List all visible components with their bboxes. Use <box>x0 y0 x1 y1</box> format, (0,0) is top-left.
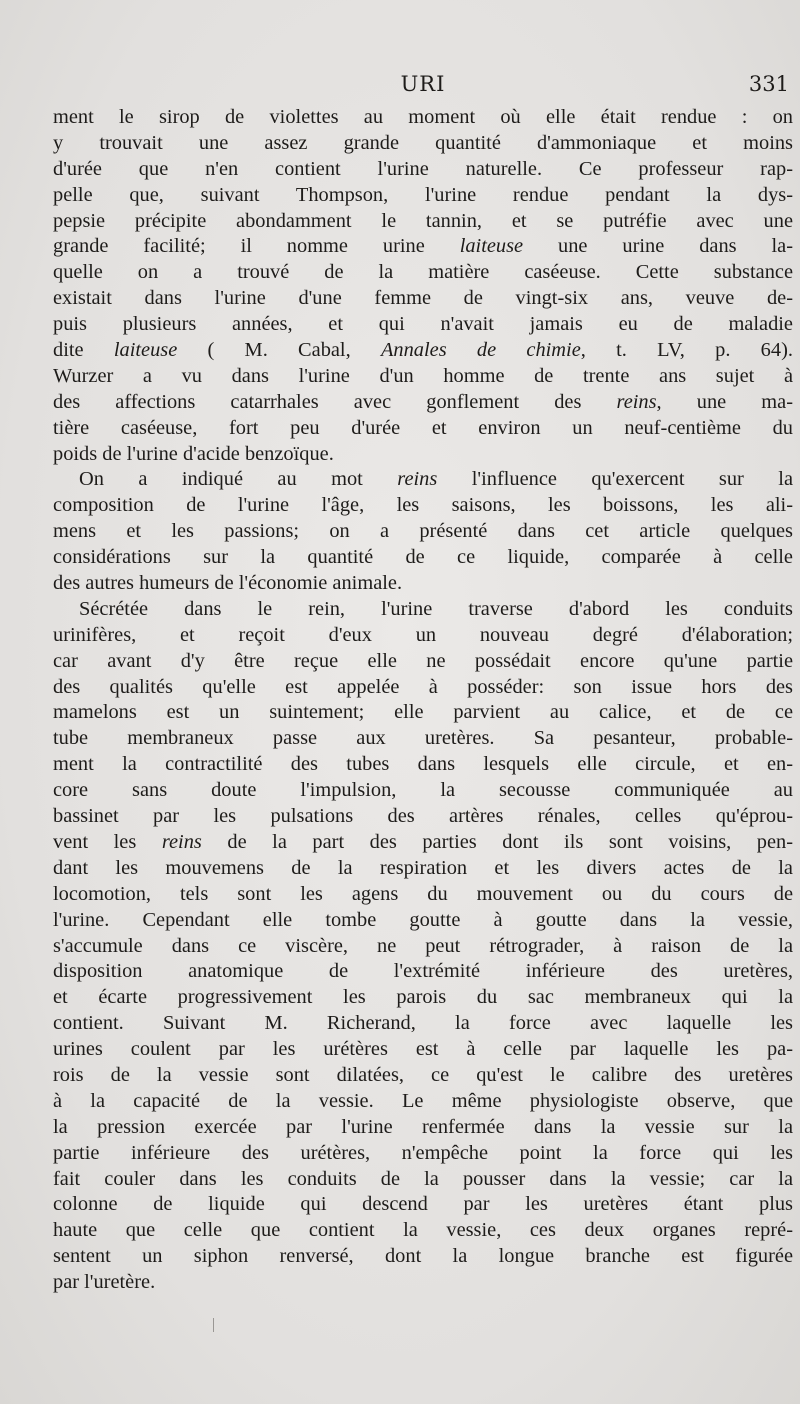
text-line: s'accumule dans ce viscère, ne peut rétrograder, à raison de la <box>53 934 793 957</box>
running-head-title: URI <box>400 72 446 96</box>
text-line: pelle que, suivant Thompson, l'urine rendue pendant la dys- <box>53 183 793 206</box>
page-number: 331 <box>748 72 789 96</box>
italic-phrase: Annales de chimie <box>380 339 581 362</box>
text-line: grande facilité; il nomme urine laiteuse une urine dans la- <box>53 235 793 258</box>
text-line: locomotion, tels sont les agens du mouvement ou du cours de <box>53 882 793 905</box>
text-line: l'urine. Cependant elle tombe goutte à goutte dans la vessie, <box>53 908 793 931</box>
text-line: ment le sirop de violettes au moment où elle était rendue : on <box>53 106 793 128</box>
text-line: tière caséeuse, fort peu d'urée et environ un neuf-centième du <box>53 416 793 439</box>
text-line: la pression exercée par l'urine renfermée dans la vessie sur la <box>53 1115 793 1138</box>
text-line: urinifères, et reçoit d'eux un nouveau degré d'élaboration; <box>53 623 793 646</box>
text-line: y trouvait une assez grande quantité d'ammoniaque et moins <box>53 131 793 154</box>
stray-ink-mark <box>213 1318 214 1332</box>
italic-phrase: reins <box>616 390 657 413</box>
text-line: des qualités qu'elle est appelée à posséder: son issue hors des <box>53 675 793 698</box>
italic-phrase: laiteuse <box>113 339 178 362</box>
text-line: rois de la vessie sont dilatées, ce qu'est le calibre des uretères <box>53 1063 793 1086</box>
italic-phrase: laiteuse <box>459 235 524 258</box>
text-line: sentent un siphon renversé, dont la longue branche est figurée <box>53 1245 793 1268</box>
text-line: colonne de liquide qui descend par les uretères étant plus <box>53 1193 793 1216</box>
text-line: mamelons est un suintement; elle parvient au calice, et de ce <box>53 701 793 724</box>
text-line: composition de l'urine l'âge, les saisons, les boissons, les ali- <box>53 494 793 517</box>
text-line: contient. Suivant M. Richerand, la force avec laquelle les <box>53 1012 793 1035</box>
text-line: car avant d'y être reçue elle ne possédait encore qu'une partie <box>53 649 793 672</box>
text-line: pepsie précipite abondamment le tannin, et se putréfie avec une <box>53 209 793 232</box>
body-text <box>53 105 793 1296</box>
text-line: urines coulent par les urétères est à celle par laquelle les pa- <box>53 1038 793 1061</box>
running-head <box>53 72 793 106</box>
text-line: des autres humeurs de l'économie animale. <box>53 572 403 595</box>
text-line: par l'uretère. <box>53 1271 156 1294</box>
text-line: d'urée que n'en contient l'urine naturelle. Ce professeur rap- <box>53 157 793 180</box>
text-line: disposition anatomique de l'extrémité inférieure des uretères, <box>53 960 793 983</box>
text-line: fait couler dans les conduits de la pousser dans la vessie; car la <box>53 1167 793 1190</box>
text-line: mens et les passions; on a présenté dans cet article quelques <box>53 520 793 543</box>
text-line: quelle on a trouvé de la matière caséeuse. Cette substance <box>53 261 793 284</box>
italic-phrase: reins <box>161 830 202 853</box>
text-line: tube membraneux passe aux uretères. Sa pesanteur, probable- <box>53 727 793 750</box>
text-line: bassinet par les pulsations des artères rénales, celles qu'éprou- <box>53 805 793 828</box>
text-line: vent les reins de la part des parties dont ils sont voisins, pen- <box>53 830 794 853</box>
text-line: et écarte progressivement les parois du sac membraneux qui la <box>53 986 793 1009</box>
text-line: ment la contractilité des tubes dans lesquels elle circule, et en- <box>53 753 793 776</box>
text-line: considérations sur la quantité de ce liquide, comparée à celle <box>53 546 793 569</box>
text-line: des affections catarrhales avec gonflement des reins, une ma- <box>53 390 793 413</box>
text-line: puis plusieurs années, et qui n'avait jamais eu de maladie <box>53 313 793 336</box>
text-line: dite laiteuse ( M. Cabal, Annales de chimie, t. LV, p. 64). <box>53 339 793 362</box>
text-line: existait dans l'urine d'une femme de vingt-six ans, veuve de- <box>53 287 793 310</box>
text-line: dant les mouvemens de la respiration et les divers actes de la <box>53 856 793 879</box>
italic-phrase: reins <box>397 468 438 491</box>
text-line: Wurzer a vu dans l'urine d'un homme de trente ans sujet à <box>53 364 793 387</box>
text-line: core sans doute l'impulsion, la secousse communiquée au <box>53 779 793 802</box>
text-line: On a indiqué au mot reins l'influence qu'exercent sur la <box>79 468 793 491</box>
text-line: poids de l'urine d'acide benzoïque. <box>53 442 334 465</box>
text-line: Sécrétée dans le rein, l'urine traverse d'abord les conduits <box>79 597 793 620</box>
text-line: partie inférieure des urétères, n'empêche point la force qui les <box>53 1141 793 1164</box>
text-line: haute que celle que contient la vessie, ces deux organes repré- <box>53 1219 793 1242</box>
text-line: à la capacité de la vessie. Le même physiologiste observe, que <box>53 1089 793 1112</box>
